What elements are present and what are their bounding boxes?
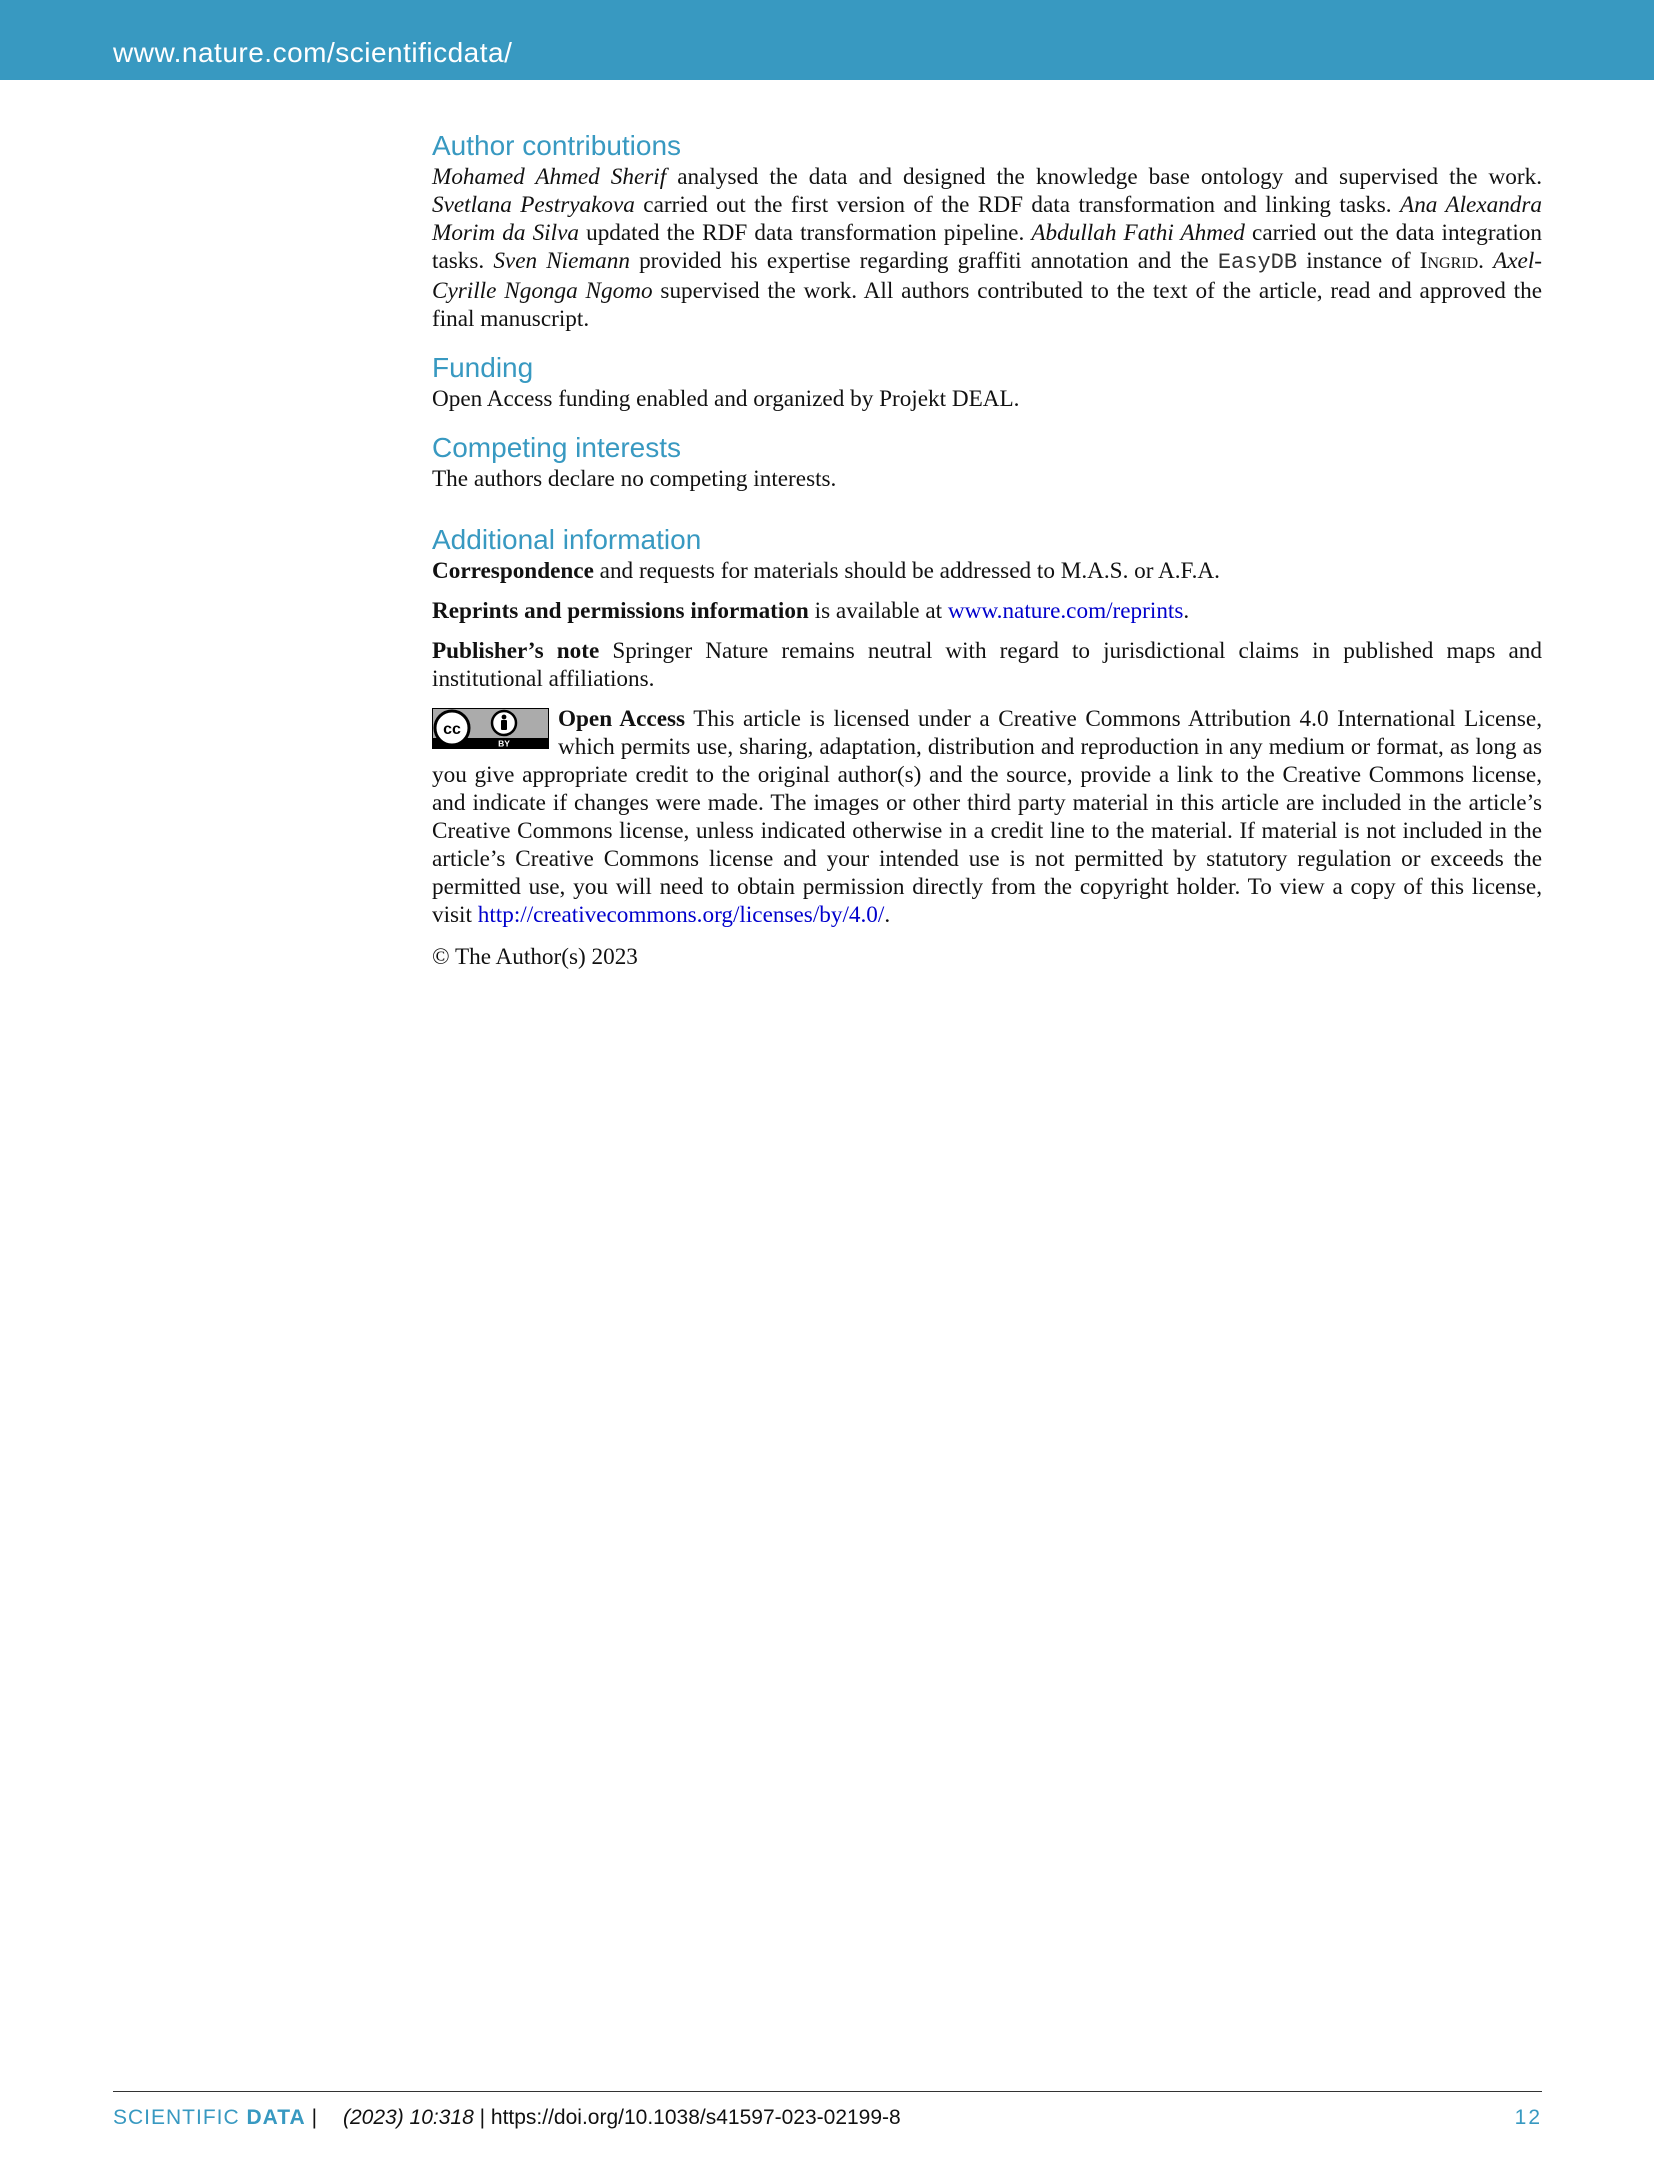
by-label: BY — [498, 738, 510, 749]
correspondence-body: and requests for materials should be addressed to M.A.S. or A.F.A. — [593, 558, 1220, 584]
open-access-body: This article is licensed under a Creative Commons Attribution 4.0 International License, which permits use, sharing, adaptation, distribution and reproduction in any medium or format, as long as you give appropriate credit to the original author(s) and the source, provide a link to the Creative Commons license, and indicate if changes were made. The images or other third party material in this article are included in the article’s Creative Commons license, unless indicated otherwise in a credit line to the material. If material is not included in the article’s Creative Commons license and your intended use is not permitted by statutory regulation or exceeds the permitted use, you will need to obtain permission directly from the copyright holder. To view a copy of this license, visit — [432, 706, 1543, 928]
author-contributions-section — [432, 129, 1542, 333]
reprints-label: Reprints and permissions information — [432, 598, 809, 624]
ingrid-name: Ingrid — [1419, 248, 1479, 274]
open-access-block — [432, 705, 1542, 929]
author-name: Axel-Cyrille Ngonga Ngomo — [432, 248, 1543, 304]
journal-name-light: SCIENTIFIC — [113, 2106, 247, 2129]
author-contributions-text — [432, 163, 1542, 333]
author-name: Abdullah Fathi Ahmed — [1031, 220, 1245, 246]
by-icon — [492, 711, 516, 735]
funding-heading: Funding — [432, 352, 534, 383]
page-number: 12 — [1514, 2106, 1542, 2129]
open-access-label: Open Access — [558, 706, 686, 732]
open-access-text — [432, 705, 1542, 929]
competing-interests-heading: Competing interests — [432, 432, 682, 463]
citation-volume: (2023) 10:318 — [343, 2106, 474, 2129]
page-footer — [113, 2104, 1542, 2132]
author-name: Ana Alexandra Morim da Silva — [432, 192, 1542, 246]
publisher-note-text — [432, 637, 1542, 693]
competing-interests-section — [432, 431, 1542, 493]
contribution-text: updated the RDF data transformation pipeline. — [578, 220, 1032, 246]
contribution-text: . — [1478, 248, 1494, 274]
contribution-text: supervised the work. All authors contributed to the text of the article, read and approved the final manuscript. — [432, 278, 1543, 332]
contribution-text: provided his expertise regarding graffiti annotation and the — [629, 248, 1218, 274]
article-content — [432, 126, 1542, 971]
footer-separator: | — [305, 2106, 318, 2129]
contribution-text: analysed the data and designed the knowledge base ontology and supervised the work. — [666, 164, 1542, 190]
svg-text:cc: cc — [443, 721, 461, 738]
copyright-notice: © The Author(s) 2023 — [432, 944, 638, 970]
additional-information-section — [432, 523, 1542, 971]
correspondence-label: Correspondence — [432, 558, 594, 584]
contribution-text: carried out the first version of the RDF data transformation and linking tasks. — [634, 192, 1401, 218]
publisher-note-body: Springer Nature remains neutral with regard to jurisdictional claims in published maps and institutional affiliations. — [432, 638, 1542, 692]
header-bar — [0, 0, 1654, 80]
competing-interests-text: The authors declare no competing interests. — [432, 466, 837, 492]
journal-name — [113, 2106, 306, 2129]
reprints-text — [432, 597, 1542, 625]
correspondence-text — [432, 557, 1542, 585]
footer-divider — [113, 2091, 1542, 2092]
citation — [343, 2104, 901, 2132]
funding-section — [432, 351, 1542, 413]
author-contributions-heading: Author contributions — [432, 130, 682, 161]
author-name: Mohamed Ahmed Sherif — [432, 164, 667, 190]
contribution-text: carried out the data integration tasks. — [432, 220, 1542, 274]
citation-doi[interactable]: | https://doi.org/10.1038/s41597-023-02199-8 — [473, 2106, 901, 2129]
additional-information-heading: Additional information — [432, 524, 702, 555]
reprints-link[interactable]: www.nature.com/reprints — [947, 598, 1184, 624]
reprints-end: . — [1183, 598, 1190, 624]
author-name: Svetlana Pestryakova — [432, 192, 635, 218]
license-link[interactable]: http://creativecommons.org/licenses/by/4.0/ — [477, 902, 885, 928]
journal-url[interactable]: www.nature.com/scientificdata/ — [113, 37, 513, 68]
funding-text: Open Access funding enabled and organized by Projekt DEAL. — [432, 386, 1020, 412]
open-access-end: . — [884, 902, 891, 928]
reprints-body: is available at — [808, 598, 948, 624]
easydb-code: EasyDB — [1217, 250, 1298, 275]
cc-by-license-badge[interactable] — [432, 708, 549, 749]
cc-icon — [435, 711, 469, 745]
publisher-note-label: Publisher’s note — [432, 638, 600, 664]
author-name: Sven Niemann — [493, 248, 630, 274]
contribution-text: instance of — [1297, 248, 1420, 274]
journal-name-bold: DATA — [246, 2106, 306, 2129]
